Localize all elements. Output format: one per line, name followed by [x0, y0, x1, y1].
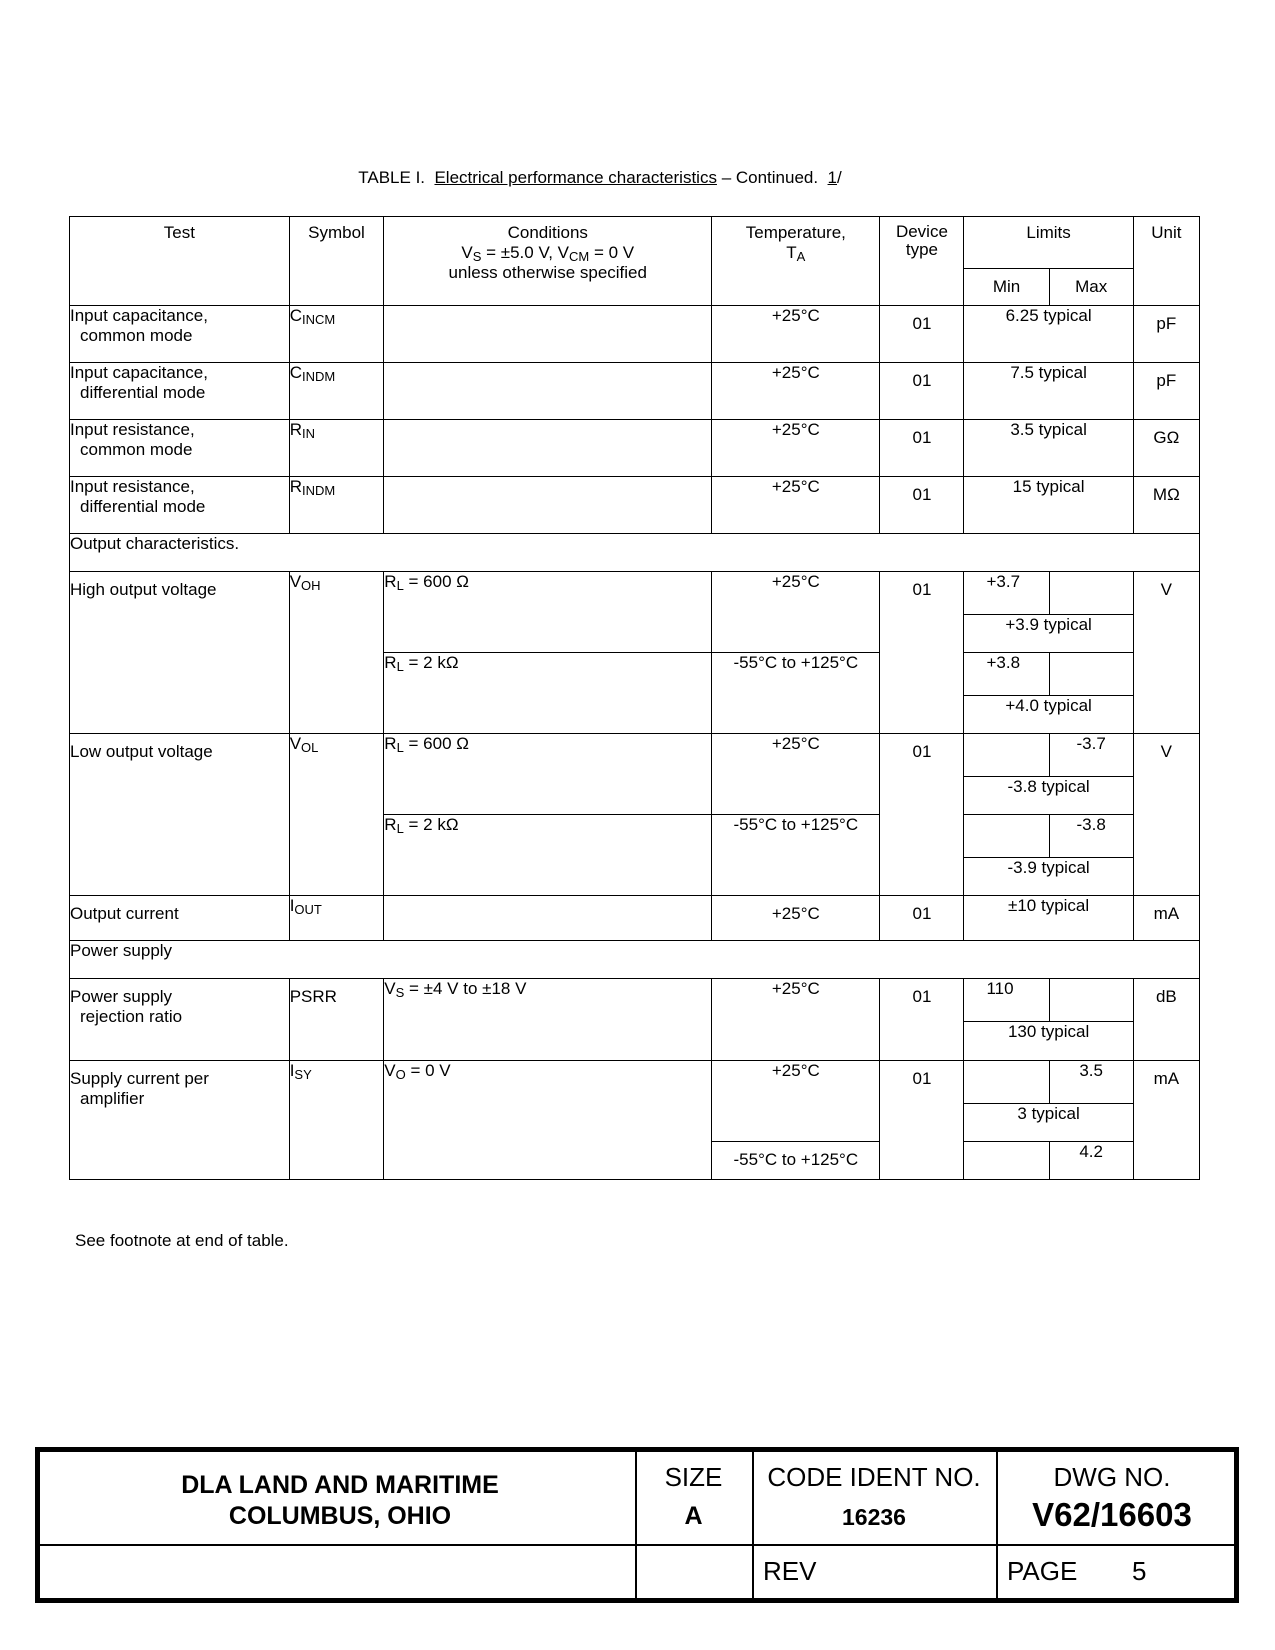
- caption-prefix: TABLE I.: [358, 168, 426, 187]
- test-name: High output voltage: [70, 572, 290, 734]
- table-row: [70, 734, 1200, 777]
- temperature: +25°C: [712, 979, 880, 1061]
- limit-min: [964, 815, 1049, 858]
- limit-typical: 6.25 typical: [964, 306, 1133, 363]
- test-name: Supply current per amplifier: [70, 1061, 290, 1180]
- limit-min: [964, 1061, 1049, 1104]
- temperature: +25°C: [712, 1061, 880, 1142]
- unit: MΩ: [1133, 477, 1199, 534]
- test-name: Output current: [70, 896, 290, 941]
- caption-suffix: – Continued.: [721, 168, 819, 187]
- device-type: 01: [880, 477, 964, 534]
- symbol: $C_{INCM}$: [289, 306, 384, 363]
- limit-typical: 3 typical: [964, 1104, 1133, 1142]
- conditions: [384, 420, 712, 477]
- code-ident-value: 16236: [842, 1504, 906, 1530]
- header-unit: Unit: [1133, 217, 1199, 306]
- conditions: $R_L = 2$ kΩ: [384, 815, 712, 896]
- temperature: +25°C: [712, 363, 880, 420]
- conditions: $R_L = 2$ kΩ: [384, 653, 712, 734]
- header-max: Max: [1049, 269, 1133, 306]
- temperature: -55°C to +125°C: [712, 1142, 880, 1180]
- symbol: $I_{SY}$: [289, 1061, 384, 1180]
- unit: mA: [1133, 1061, 1199, 1180]
- symbol: $R_{IN}$: [289, 420, 384, 477]
- test-name: Low output voltage: [70, 734, 290, 896]
- conditions: $V_S = \pm 4$ V to ±18 V: [384, 979, 712, 1061]
- limit-typical: 7.5 typical: [964, 363, 1133, 420]
- table-row: [70, 1061, 1200, 1104]
- limit-max: 3.5: [1049, 1061, 1133, 1104]
- conditions: $V_O = 0$ V: [384, 1061, 712, 1180]
- symbol: $I_{OUT}$: [289, 896, 384, 941]
- unit: dB: [1133, 979, 1199, 1061]
- limit-typical: 15 typical: [964, 477, 1133, 534]
- limit-max: -3.7: [1049, 734, 1133, 777]
- device-type: 01: [880, 1061, 964, 1180]
- conditions: [384, 477, 712, 534]
- limit-min: +3.7: [964, 572, 1049, 615]
- conditions: [384, 363, 712, 420]
- conditions: [384, 306, 712, 363]
- dwg-no-value: V62/16603: [1032, 1496, 1192, 1533]
- header-min: Min: [964, 269, 1049, 306]
- limit-min: [964, 1142, 1049, 1180]
- footnote-text: See footnote at end of table.: [75, 1231, 289, 1250]
- unit: V: [1133, 734, 1199, 896]
- header-symbol: Symbol: [289, 217, 384, 306]
- header-conditions: Conditions $V_S = \pm 5.0$ V, $V_{CM} = 0$ V unless otherwise specified: [384, 217, 712, 306]
- table-row: [70, 896, 1200, 941]
- limit-max: [1049, 653, 1133, 696]
- limit-typical: -3.9 typical: [964, 858, 1133, 896]
- device-type: 01: [880, 306, 964, 363]
- section-output-characteristics: Output characteristics.: [70, 534, 1200, 572]
- organization-name: DLA LAND AND MARITIME COLUMBUS, OHIO: [181, 1471, 499, 1530]
- limit-typical: 130 typical: [964, 1022, 1133, 1061]
- unit: V: [1133, 572, 1199, 734]
- page-number: 5: [1132, 1556, 1147, 1586]
- symbol: $R_{INDM}$: [289, 477, 384, 534]
- temperature: +25°C: [712, 896, 880, 941]
- title-block-divider: [40, 1544, 1234, 1546]
- test-name: Input capacitance, differential mode: [70, 363, 290, 420]
- limit-min: [964, 734, 1049, 777]
- temperature: +25°C: [712, 420, 880, 477]
- test-name: Power supply rejection ratio: [70, 979, 290, 1061]
- symbol: $V_{OL}$: [289, 734, 384, 896]
- unit: pF: [1133, 306, 1199, 363]
- footnote-ref: 1: [827, 168, 838, 187]
- device-type: 01: [880, 979, 964, 1061]
- limit-typical: -3.8 typical: [964, 777, 1133, 815]
- device-type: 01: [880, 572, 964, 734]
- temperature: +25°C: [712, 572, 880, 653]
- unit: pF: [1133, 363, 1199, 420]
- dwg-no-label: DWG NO.: [1053, 1462, 1171, 1492]
- conditions: $R_L = 600$ Ω: [384, 734, 712, 815]
- limit-typical: +3.9 typical: [964, 615, 1133, 653]
- symbol: $V_{OH}$: [289, 572, 384, 734]
- temperature: +25°C: [712, 306, 880, 363]
- header-limits: Limits: [964, 217, 1133, 269]
- section-power-supply: Power supply: [70, 941, 1200, 979]
- limit-typical: +4.0 typical: [964, 696, 1133, 734]
- unit: GΩ: [1133, 420, 1199, 477]
- device-type: 01: [880, 363, 964, 420]
- device-type: 01: [880, 896, 964, 941]
- table-row: [70, 979, 1200, 1022]
- table-caption: [0, 168, 1200, 188]
- footnote-ref-slash: /: [837, 168, 842, 187]
- header-temperature: Temperature, $T_A$: [712, 217, 880, 306]
- table-row: [70, 306, 1200, 363]
- table-row: [70, 420, 1200, 477]
- limit-max: 4.2: [1049, 1142, 1133, 1180]
- size-label: SIZE: [664, 1462, 723, 1492]
- table-row: [70, 572, 1200, 615]
- limit-min: +3.8: [964, 653, 1049, 696]
- temperature: +25°C: [712, 477, 880, 534]
- device-type: 01: [880, 420, 964, 477]
- electrical-characteristics-table: [69, 216, 1200, 1180]
- caption-title: Electrical performance characteristics: [434, 168, 717, 187]
- limit-max: [1049, 572, 1133, 615]
- title-block: [35, 1447, 1239, 1603]
- unit: mA: [1133, 896, 1199, 941]
- limit-max: [1049, 979, 1133, 1022]
- limit-max: -3.8: [1049, 815, 1133, 858]
- test-name: Input resistance, differential mode: [70, 477, 290, 534]
- symbol: $C_{INDM}$: [289, 363, 384, 420]
- temperature: +25°C: [712, 734, 880, 815]
- code-ident-label: CODE IDENT NO.: [767, 1462, 981, 1492]
- symbol: PSRR: [289, 979, 384, 1061]
- limit-min: 110: [964, 979, 1049, 1022]
- device-type: 01: [880, 734, 964, 896]
- limit-typical: 3.5 typical: [964, 420, 1133, 477]
- conditions: [384, 896, 712, 941]
- test-name: Input capacitance, common mode: [70, 306, 290, 363]
- header-device-type: Device type: [880, 217, 964, 306]
- table-row: [70, 477, 1200, 534]
- rev-label: REV: [763, 1556, 817, 1586]
- page-label: PAGE: [1007, 1556, 1078, 1586]
- conditions: $R_L = 600$ Ω: [384, 572, 712, 653]
- size-value: A: [684, 1502, 703, 1530]
- temperature: -55°C to +125°C: [712, 815, 880, 896]
- limit-typical: ±10 typical: [964, 896, 1133, 941]
- test-name: Input resistance, common mode: [70, 420, 290, 477]
- temperature: -55°C to +125°C: [712, 653, 880, 734]
- table-row: [70, 363, 1200, 420]
- header-test: Test: [70, 217, 290, 306]
